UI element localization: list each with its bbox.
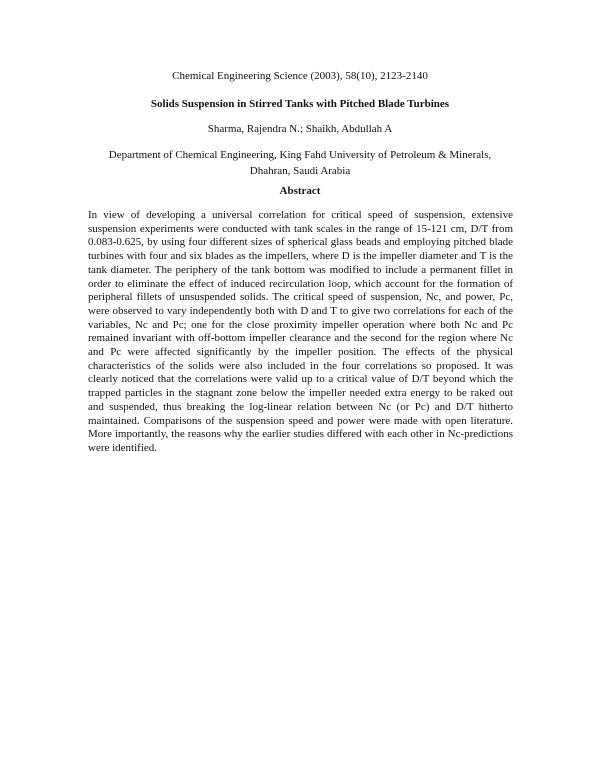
- paper-title: Solids Suspension in Stirred Tanks with Pitched Blade Turbines: [150, 98, 450, 110]
- abstract-body: [88, 209, 513, 456]
- journal-citation: Chemical Engineering Science (2003), 58(10), 2123-2140: [172, 70, 428, 82]
- abstract-paragraph: In view of developing a universal correlation for critical speed of suspension, extensive suspension experiments were conducted with tank scales in the range of 15-121 cm, D/T from 0.083-0.625, by using four different sizes of spherical glass beads and employing pitched blade turbines with four and six blades as the impellers, where D is the impeller diameter and T is the tank diameter. The periphery of the tank bottom was modified to include a permanent fillet in order to eliminate the effect of induced recirculation loop, which account for the formation of peripheral fillets of unsuspended solids. The critical speed of suspension, Nc, and power, Pc, were observed to vary independently both with D and T to give two correlations for each of the variables, Nc and Pc; one for the close proximity impeller operation where both Nc and Pc remained invariant with off-bottom impeller clearance and the second for the region where Nc and Pc were affected significantly by the impeller position. The effects of the physical characteristics of the solids were also included in the four correlations so proposed. It was clearly noticed that the correlations were valid up to a critical value of D/T beyond which the trapped particles in the stagnant zone below the impeller needed extra energy to be raked out and suspended, thus breaking the log-linear relation between Nc (or Pc) and D/T hitherto maintained. Comparisons of the suspension speed and power were made with open literature. More importantly, the reasons why the earlier studies differed with each other in Nc-predictions were identified.: [88, 209, 513, 454]
- affiliation-line-2: Dhahran, Saudi Arabia: [249, 165, 351, 177]
- paper-authors: Sharma, Rajendra N.; Shaikh, Abdullah A: [207, 123, 393, 135]
- author-affiliation: [60, 147, 540, 179]
- abstract-heading: Abstract: [279, 185, 321, 197]
- affiliation-line-1: Department of Chemical Engineering, King Fahd University of Petroleum & Minerals,: [108, 149, 492, 161]
